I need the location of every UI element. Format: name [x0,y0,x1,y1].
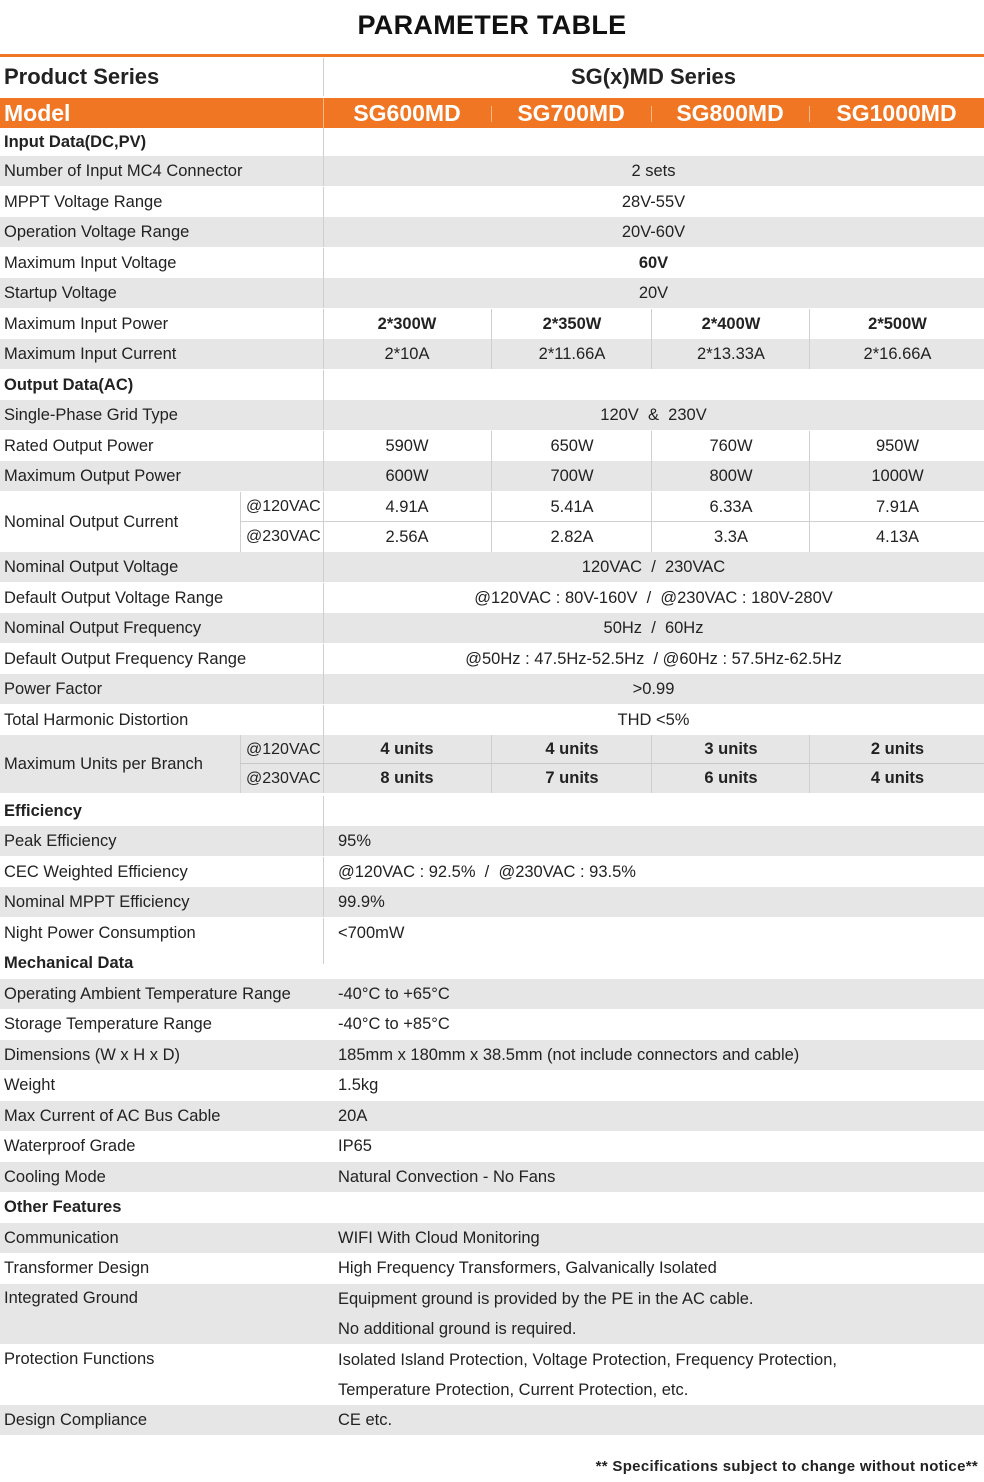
row-label: Nominal Output Voltage [4,557,179,576]
row-value: 1.5kg [338,1075,379,1094]
row-label: Power Factor [4,679,103,698]
row-label: Nominal Output Frequency [4,618,202,637]
section-title: Efficiency [4,801,82,820]
row-label: Maximum Input Power [4,314,169,333]
row-value: 2.56A [385,527,429,546]
row-label: Cooling Mode [4,1167,106,1186]
row-value: 5.41A [491,492,652,522]
table-row-max-units [0,735,984,793]
row-value: 2.82A [491,522,652,552]
row-label: Peak Efficiency [4,831,117,850]
row-value: 60V [638,253,669,272]
row-value: 2*16.66A [809,339,984,369]
table-row [0,1162,984,1192]
row-value: 2*300W [377,314,437,333]
table-row [0,461,984,491]
row-value: @50Hz : 47.5Hz-52.5Hz / @60Hz : 57.5Hz-62.5Hz [465,649,842,668]
row-value: 760W [651,431,810,461]
model-label: Model [4,99,71,126]
table-row [0,826,984,856]
row-value: 185mm x 180mm x 38.5mm (not include connectors and cable) [338,1045,800,1064]
row-value: 600W [385,466,429,485]
sub-label-120vac: @120VAC [240,492,323,522]
row-value: 4 units [809,764,984,793]
row-label: Operation Voltage Range [4,222,190,241]
row-value-line1: Equipment ground is provided by the PE in the AC cable. [338,1289,754,1308]
row-value: High Frequency Transformers, Galvanically Isolated [338,1258,717,1277]
table-row [0,857,984,887]
row-value: 1000W [809,461,984,491]
table-row [0,552,984,582]
row-label: Rated Output Power [4,436,154,455]
row-value: 6 units [651,764,810,793]
row-label: Maximum Input Current [4,344,177,363]
row-value: 3.3A [651,522,810,552]
row-value: 950W [809,431,984,461]
row-label: Maximum Units per Branch [4,754,203,773]
row-label: Storage Temperature Range [4,1014,212,1033]
row-value: 3 units [651,735,810,764]
row-value: IP65 [338,1136,372,1155]
table-row [0,918,984,948]
row-label: Nominal MPPT Efficiency [4,892,190,911]
page-title: PARAMETER TABLE [357,10,627,40]
table-row [0,431,984,461]
section-other [0,1192,984,1222]
row-value: 2*350W [491,309,652,339]
table-row [0,217,984,247]
row-value: 7 units [491,764,652,793]
model-sg700md: SG700MD [517,99,625,126]
table-row [0,1253,984,1283]
row-value: >0.99 [632,679,675,698]
model-sg1000md: SG1000MD [836,99,957,126]
row-value: 800W [651,461,810,491]
row-value: 2 units [809,735,984,764]
section-title: Mechanical Data [4,953,134,972]
section-title: Output Data(AC) [4,375,134,394]
row-value: 4 units [491,735,652,764]
row-label: Integrated Ground [4,1289,138,1307]
row-value: -40°C to +85°C [338,1014,450,1033]
table-row-nominal-current [0,492,984,552]
row-value: 4.13A [809,522,984,552]
table-row [0,1009,984,1039]
row-value: <700mW [338,923,405,942]
table-row [0,1070,984,1100]
table-row [0,1131,984,1161]
row-value-line2: No additional ground is required. [338,1319,577,1338]
row-value-line1: Isolated Island Protection, Voltage Protection, Frequency Protection, [338,1350,837,1369]
table-row [0,887,984,917]
row-value: 2*400W [651,309,810,339]
table-row [0,309,984,339]
row-value: 700W [491,461,652,491]
product-series-label: Product Series [4,64,160,89]
table-row [0,1345,984,1405]
row-label: Dimensions (W x H x D) [4,1045,181,1064]
row-value: 50Hz / 60Hz [603,618,704,637]
table-row [0,339,984,369]
row-value: 590W [385,436,429,455]
sub-label-120vac: @120VAC [240,735,323,764]
row-value: WIFI With Cloud Monitoring [338,1228,540,1247]
table-row [0,583,984,613]
row-value: Natural Convection - No Fans [338,1167,556,1186]
table-row [0,613,984,643]
row-value: 20A [338,1106,368,1125]
section-output [0,370,984,400]
row-value: 120V & 230V [600,405,707,424]
row-label: Number of Input MC4 Connector [4,161,243,180]
row-label: Default Output Frequency Range [4,649,247,668]
row-value: 2*10A [384,344,430,363]
product-series-value: SG(x)MD Series [570,64,737,89]
sub-label-230vac: @230VAC [240,522,323,552]
model-row [0,98,984,128]
row-value: 4.91A [385,497,429,516]
table-row [0,400,984,430]
row-value: 6.33A [651,492,810,522]
row-label: Protection Functions [4,1350,155,1368]
model-sg600md: SG600MD [353,99,461,126]
product-series-row [0,58,984,96]
model-sg800md: SG800MD [676,99,784,126]
table-row [0,248,984,278]
table-row [0,1101,984,1131]
table-row [0,1405,984,1435]
row-value: 120VAC / 230VAC [581,557,726,576]
row-value: 20V-60V [621,222,686,241]
row-value: 28V-55V [621,192,686,211]
row-label: Startup Voltage [4,283,117,302]
row-value: 8 units [380,769,434,787]
row-label: Operating Ambient Temperature Range [4,984,291,1003]
row-label: Total Harmonic Distortion [4,710,189,729]
section-title: Input Data(DC,PV) [4,132,147,151]
section-title: Other Features [4,1197,122,1216]
row-value: 95% [338,831,372,850]
section-efficiency [0,796,984,826]
table-row [0,187,984,217]
table-row [0,278,984,308]
row-value: 20V [638,283,669,302]
row-label: Weight [4,1075,56,1094]
row-value: THD <5% [617,710,690,729]
table-row [0,1040,984,1070]
row-value: CE etc. [338,1410,393,1429]
row-value: 7.91A [809,492,984,522]
row-label: Maximum Input Voltage [4,253,177,272]
table-row [0,979,984,1009]
row-label: Night Power Consumption [4,923,196,942]
table-row [0,156,984,186]
section-mechanical [0,948,984,978]
table-row [0,1223,984,1253]
row-label: CEC Weighted Efficiency [4,862,188,881]
footnote: ** Specifications subject to change without notice** [595,1458,978,1475]
sub-label-230vac: @230VAC [240,764,323,793]
row-value: -40°C to +65°C [338,984,450,1003]
table-row [0,705,984,735]
row-label: Max Current of AC Bus Cable [4,1106,221,1125]
row-value: 2*13.33A [651,339,810,369]
row-label: Nominal Output Current [4,512,179,531]
row-label: Waterproof Grade [4,1136,136,1155]
row-value: 99.9% [338,892,385,911]
row-label: Default Output Voltage Range [4,588,224,607]
row-value-line2: Temperature Protection, Current Protection, etc. [338,1380,689,1399]
row-value: @120VAC : 92.5% / @230VAC : 93.5% [338,862,636,881]
row-label: Design Compliance [4,1410,148,1429]
row-label: Communication [4,1228,119,1247]
row-value: 4 units [380,740,434,758]
row-label: MPPT Voltage Range [4,192,163,211]
row-value: 650W [491,431,652,461]
row-value: 2*500W [809,309,984,339]
table-row [0,674,984,704]
table-row [0,644,984,674]
table-row [0,1284,984,1344]
row-value: 2*11.66A [491,339,652,369]
row-label: Single-Phase Grid Type [4,405,178,424]
row-value: @120VAC : 80V-160V / @230VAC : 180V-280V [474,588,833,607]
section-input [0,128,984,156]
row-label: Maximum Output Power [4,466,181,485]
row-value: 2 sets [631,161,676,180]
row-label: Transformer Design [4,1258,150,1277]
title-underline [0,54,984,57]
